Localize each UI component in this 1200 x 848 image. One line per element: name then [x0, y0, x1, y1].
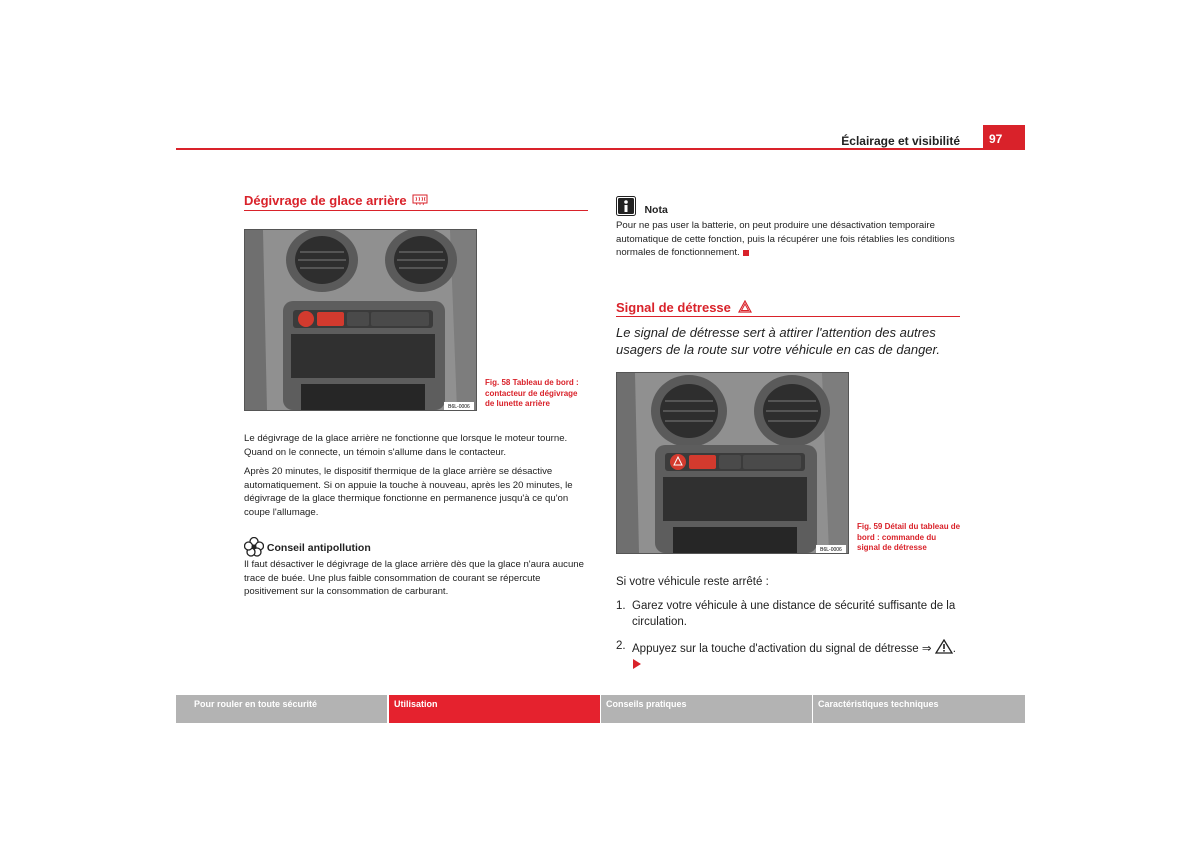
figure-59-code: B6L-0006: [820, 547, 842, 553]
step-1-number: 1.: [616, 600, 626, 612]
defrost-paragraph-2: Après 20 minutes, le dispositif thermique de la glace arrière se désactive automatiquement. Si on appuie la touche à nouveau, après les 20 minutes, le dégivrage de la glace thermique fonctionne en permanence jusqu'à ce qu'on coupe l'allumage.: [244, 466, 573, 518]
tab-technical-specs[interactable]: Caractéristiques techniques: [813, 695, 1025, 723]
hazard-intro: Le signal de détresse sert à attirer l'attention des autres usagers de la route sur votre véhicule en cas de danger.: [616, 325, 940, 357]
hazard-heading: [616, 300, 752, 315]
warning-triangle-icon[interactable]: [935, 639, 953, 654]
dashboard-hazard-illustration: [617, 373, 848, 553]
step-2-end: .: [952, 643, 956, 655]
flower-icon: [244, 537, 264, 557]
step-2-number: 2.: [616, 640, 626, 652]
tab-safety[interactable]: Pour rouler en toute sécurité: [176, 695, 387, 723]
hazard-heading-rule: [616, 316, 960, 317]
header-rule: [176, 148, 1025, 150]
defrost-heading-text: Dégivrage de glace arrière: [244, 193, 407, 208]
hazard-triangle-icon: [738, 300, 752, 313]
figure-58: [244, 229, 477, 411]
step-1-text: Garez votre véhicule à une distance de sécurité suffisante de la circulation.: [632, 600, 956, 628]
section-title: Éclairage et visibilité: [841, 134, 960, 148]
tab-practical-tips[interactable]: Conseils pratiques: [601, 695, 812, 723]
eco-tip-text: Il faut désactiver le dégivrage de la glace arrière dès que la glace n'aura aucune trace de buée. Une plus faible consommation de courant se répercute positivement sur la consommation de carburant.: [244, 559, 584, 598]
note-box: [616, 196, 960, 260]
dashboard-defrost-illustration: [245, 230, 476, 410]
figure-59-caption: Fig. 59 Détail du tableau de bord : commande du signal de détresse: [857, 522, 961, 552]
hazard-heading-text: Signal de détresse: [616, 300, 731, 315]
list-item: [616, 639, 964, 673]
list-item: [616, 599, 964, 630]
continue-arrow-icon: [632, 659, 641, 669]
figure-59: [616, 372, 849, 554]
hazard-lead: Si votre véhicule reste arrêté :: [616, 576, 769, 588]
figure-58-code: B6L-0006: [448, 404, 470, 410]
defrost-heading: [244, 193, 428, 208]
note-text: Pour ne pas user la batterie, on peut produire une désactivation temporaire automatique de cette fonction, puis la récupérer une fois rétablies les conditions normales de fonctionnement.: [616, 220, 955, 259]
rear-window-defrost-icon: [412, 194, 428, 206]
tab-utilisation[interactable]: Utilisation: [389, 695, 600, 723]
hazard-steps: [616, 599, 964, 673]
defrost-paragraph-1: Le dégivrage de la glace arrière ne fonctionne que lorsque le moteur tourne. Quand on le connecte, un témoin s'allume dans le contacteur.: [244, 433, 568, 458]
step-2-arrow[interactable]: ⇒: [921, 643, 932, 655]
end-square-icon: [743, 250, 749, 256]
figure-58-caption: Fig. 58 Tableau de bord : contacteur de dégivrage de lunette arrière: [485, 378, 579, 408]
page-number: 97: [983, 125, 1025, 149]
eco-tip: [244, 537, 588, 599]
step-2-text: Appuyez sur la touche d'activation du signal de détresse: [632, 643, 919, 655]
info-icon: [616, 196, 636, 216]
note-title: Nota: [644, 204, 668, 216]
defrost-heading-rule: [244, 210, 588, 211]
defrost-body: [244, 432, 588, 526]
eco-tip-title: Conseil antipollution: [266, 542, 371, 554]
